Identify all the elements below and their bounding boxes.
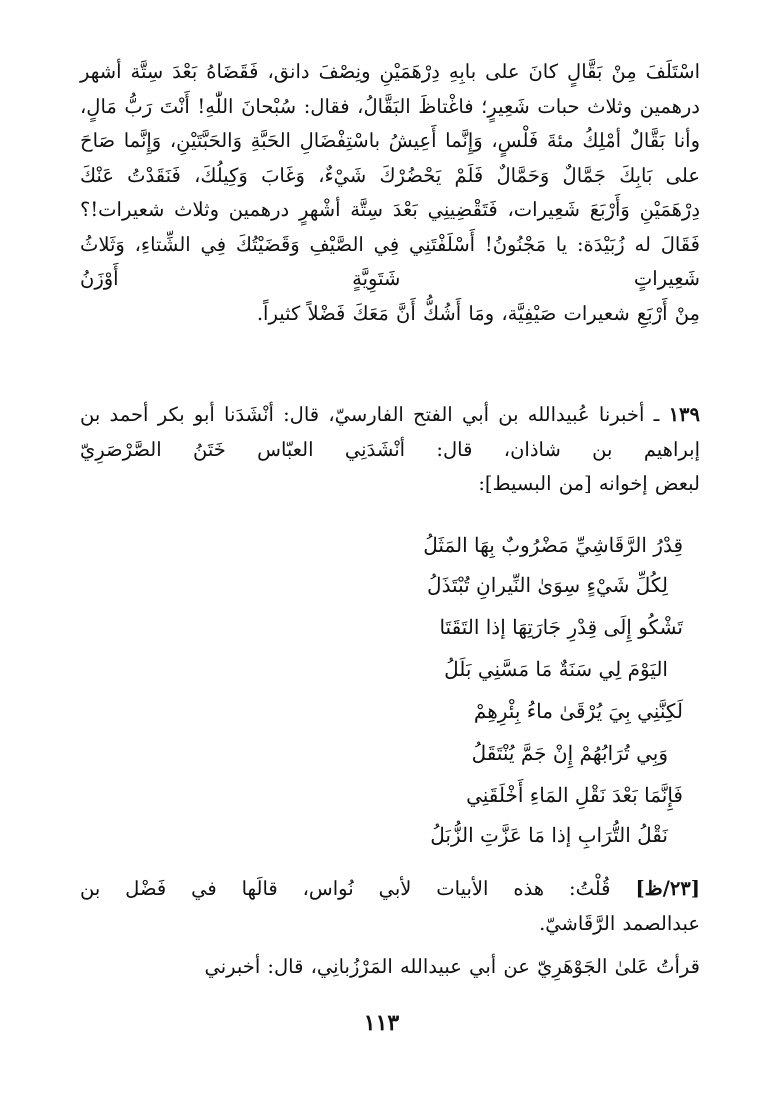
poem-verse-2: لِكُلِّ شَيْءٍ سِوَىٰ النِّيرانِ تُبْتَذَلُ: [427, 573, 668, 597]
paragraph-139: [80, 398, 700, 502]
poem-verse-7: فَإِنَّمَا بَعْدَ نَقْلِ المَاءِ أَخْلَقَنِي: [466, 783, 683, 807]
folio-reference: [٢٣/ظ]: [635, 877, 701, 900]
poem-verse-4: اليَوْمَ لِي سَنَةٌ مَا مَسَّنِي بَلَلُ: [444, 657, 668, 681]
poem-verse-1: قِدْرُ الرَّقَاشِيِّ مَضْرُوبٌ بِهَا المَثَلُ: [423, 533, 683, 557]
paragraph-139-tail: لبعض إخوانه [من البسيط]:: [478, 472, 700, 495]
paragraph-final: [80, 950, 700, 985]
paragraph-final-body: قرأتُ عَلىٰ الجَوْهَرِيّ عن أبي عبيدالله المَرْزُبانِي، قال: أخبرني: [204, 955, 700, 978]
paragraph-139-body: ـ أخبرنا عُبيدالله بن أبي الفتح الفارسيّ، قال: أنْشَدَنا أبو بكر أحمد بن إبراهيم بن شاذان، قال: أنْشَدَنِي العبّاس خَتَنُ الصَّرْصَرِيّ: [80, 403, 700, 461]
paragraph-note-tail: عبدالصمد الرَّقَاشيّ.: [539, 911, 700, 935]
poem-verse-6: وَبِي تُرَابُهُمْ إِنْ جَمَّ يُنْتَقَلُ: [471, 741, 668, 765]
entry-number: ١٣٩: [668, 403, 700, 426]
paragraph-note: [80, 872, 700, 941]
paragraph-anecdote-body: اسْتَلَفَ مِنْ بَقَّالٍ كانَ على بابِهِ دِرْهَمَيْنِ ونِصْفَ دانق، فَقَضَاهُ بَعْدَ سِتَّة أشهر درهمين وثلاث حبات شَعِيرٍ؛ فاغْتاظَ البَقَّالُ، فقال: سُبْحانَ اللّٰهِ! أَنْتَ رَبُّ مَالٍ، وأنا بَقَّالٌ أمْلِكُ مئةَ فَلْسٍ، وَإِنَّما أَعِيشُ باسْتِفْضَالِ الحَبَّةِ وَالحَبَّتَيْنِ، وَإِنَّما صَاحَ على بَابِكَ جَمَّالٌ وَحَمَّالٌ فَلَمْ يَحْضُرْكَ شَيْءٌ، وَغَابَ وَكِيلُكَ، فَنَقَدْتُ عَنْكَ دِرْهَمَيْنِ وَأَرْبَعَ شَعِيرات، فَتَقْضِينِي بَعْدَ سِتَّة أشْهرٍ درهمين وثلاث شعيرات!؟ فَقَالَ له زُبَيْدَة: يا مَجْنُونُ! أَسْلَفْتَنِي فِي الصَّيْفِ وَقَضَيْتُكَ فِي الشِّتاءِ، وَثَلاثُ شَعِيراتٍ شَتَوِيَّةٍ أَوْزَنُ: [80, 60, 700, 290]
page-number: ١١٣: [363, 1010, 400, 1036]
poem-verse-5: لَكِنَّنِي بِيَ يُرْقَىٰ ماءُ بِئْرِهِمْ: [473, 699, 683, 723]
paragraph-anecdote-tail: مِنْ أَرْبَعِ شعيرات صَيْفِيَّة، ومَا أَشُكُّ أَنَّ مَعَكَ فَضْلاً كثيراً.: [256, 301, 700, 325]
paragraph-anecdote: [80, 55, 700, 331]
paragraph-note-body: قُلْتُ: هذه الأبيات لأبي نُواس، قالَها في فَضْل بن: [80, 877, 611, 900]
poem-verse-8: نَقْلُ التُّرَابِ إذا مَا عَزَّتِ الزُّبَلُ: [430, 823, 668, 847]
poem-verse-3: تَشْكُو إِلَى قِدْرِ جَارَتِهَا إذا التَقَتَا: [439, 615, 683, 639]
